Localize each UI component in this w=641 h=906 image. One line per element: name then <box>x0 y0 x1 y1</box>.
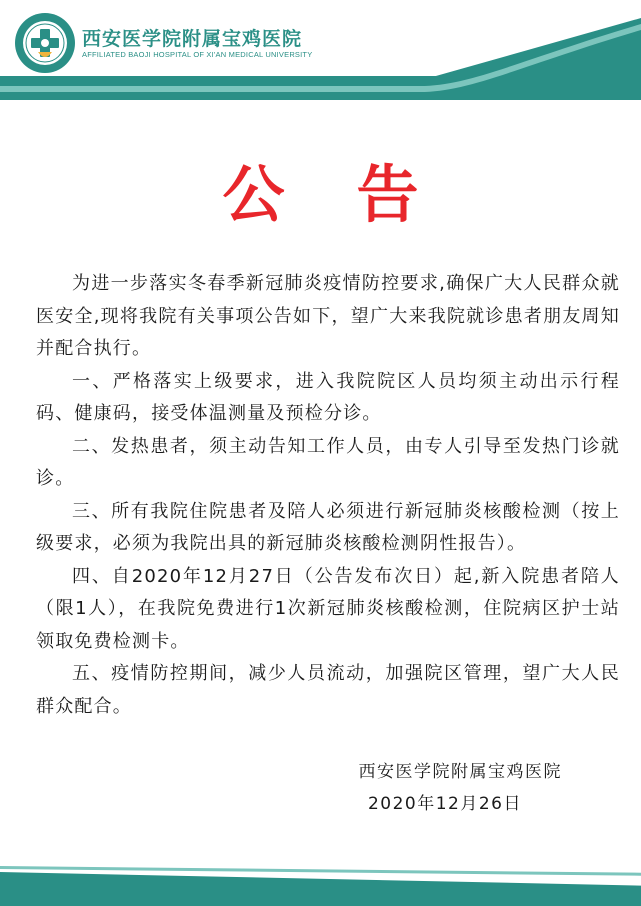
item-paragraph: 五、疫情防控期间，减少人员流动，加强院区管理，望广大人民群众配合。 <box>36 663 620 717</box>
hospital-name-cn: 西安医学院附属宝鸡医院 <box>82 28 303 50</box>
hospital-name-en: AFFILIATED BAOJI HOSPITAL OF XI'AN MEDICAL UNIVERSITY <box>82 50 313 59</box>
footer-band <box>0 872 641 906</box>
item-paragraph: 一、严格落实上级要求，进入我院院区人员均须主动出示行程码、健康码，接受体温测量及预检分诊。 <box>36 370 620 424</box>
notice-title: 公告 <box>222 158 491 231</box>
signature-date: 2020年12月26日 <box>367 794 522 814</box>
intro-paragraph: 为进一步落实冬春季新冠肺炎疫情防控要求,确保广大人民群众就医安全,现将我院有关事项公告如下，望广大来我院就诊患者朋友周知并配合执行。 <box>36 273 620 359</box>
hospital-emblem-icon <box>14 12 76 74</box>
item-paragraph: 三、所有我院住院患者及陪人必须进行新冠肺炎核酸检测（按上级要求，必须为我院出具的新冠肺炎核酸检测阴性报告）。 <box>36 500 620 554</box>
item-paragraph: 二、发热患者，须主动告知工作人员，由专人引导至发热门诊就诊。 <box>36 435 620 489</box>
item-paragraph: 四、自2020年12月27日（公告发布次日）起,新入院患者陪人（限1人），在我院免费进行1次新冠肺炎核酸检测，住院病区护士站领取免费检测卡。 <box>36 565 620 652</box>
notice-body <box>36 268 620 723</box>
signature-organization: 西安医学院附属宝鸡医院 <box>358 762 562 782</box>
signature-block <box>0 756 600 820</box>
